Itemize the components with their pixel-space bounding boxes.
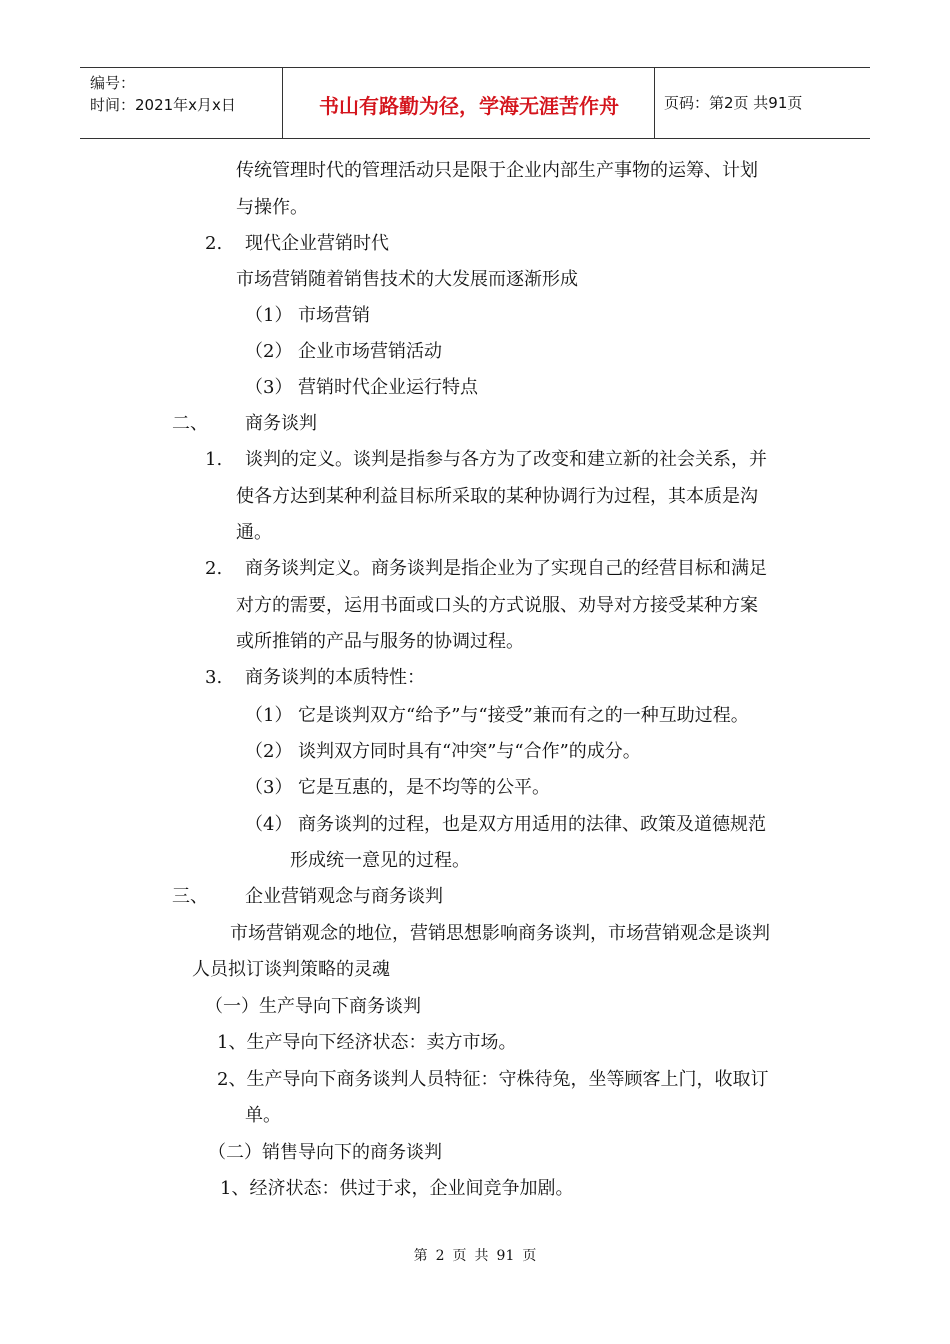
list-number: （4） xyxy=(245,814,293,835)
list-number: （1） xyxy=(245,705,293,726)
serial-label: 编号： xyxy=(90,74,136,92)
paragraph-line: 或所推销的产品与服务的协调过程。 xyxy=(236,631,524,652)
paragraph-line: 人员拟订谈判策略的灵魂 xyxy=(192,959,390,980)
section-heading: 商务谈判 xyxy=(245,413,317,434)
list-number: （1） xyxy=(245,305,293,326)
paragraph-line: 与操作。 xyxy=(236,197,308,218)
list-item-continuation: 形成统一意见的过程。 xyxy=(290,850,470,871)
paragraph-line: 通。 xyxy=(236,522,272,543)
page-header xyxy=(80,67,870,139)
paragraph-line: 单。 xyxy=(245,1105,281,1126)
list-number: （2） xyxy=(245,341,293,362)
paragraph-line: 传统管理时代的管理活动只是限于企业内部生产事物的运筹、计划 xyxy=(236,160,758,181)
list-number: （2） xyxy=(245,741,293,762)
header-divider xyxy=(282,68,283,138)
subsection-heading: （一）生产导向下商务谈判 xyxy=(205,996,421,1017)
list-number: （3） xyxy=(245,777,293,798)
paragraph-line: 市场营销观念的地位，营销思想影响商务谈判，市场营销观念是谈判 xyxy=(230,923,770,944)
header-page-label: 页码：第2页 共91页 xyxy=(664,94,803,112)
list-item: 谈判双方同时具有“冲突”与“合作”的成分。 xyxy=(298,741,641,762)
list-item: 营销时代企业运行特点 xyxy=(298,377,478,398)
time-label: 时间：2021年x月x日 xyxy=(90,96,236,114)
paragraph-line: 2、生产导向下商务谈判人员特征：守株待兔，坐等顾客上门，收取订 xyxy=(217,1069,769,1090)
footer-gong: 共 xyxy=(474,1248,489,1264)
list-item: 企业市场营销活动 xyxy=(298,341,442,362)
section-number: 三、 xyxy=(172,886,208,907)
header-divider xyxy=(654,68,655,138)
list-number: 1. xyxy=(205,449,223,470)
list-item: 它是谈判双方“给予”与“接受”兼而有之的一种互助过程。 xyxy=(298,705,749,726)
footer-ye: 页 xyxy=(522,1248,537,1264)
list-item: 它是互惠的，是不均等的公平。 xyxy=(298,777,550,798)
section-heading: 企业营销观念与商务谈判 xyxy=(245,886,443,907)
footer-total-pages: 91 xyxy=(496,1248,515,1264)
paragraph-line: 商务谈判定义。商务谈判是指企业为了实现自己的经营目标和满足 xyxy=(245,558,767,579)
paragraph-line: 1、经济状态：供过于求，企业间竞争加剧。 xyxy=(220,1178,574,1199)
paragraph-line: 对方的需要，运用书面或口头的方式说服、劝导对方接受某种方案 xyxy=(236,595,758,616)
page-footer xyxy=(0,1245,950,1265)
list-item: 商务谈判的过程，也是双方用适用的法律、政策及道德规范 xyxy=(298,814,766,835)
paragraph-line: 谈判的定义。谈判是指参与各方为了改变和建立新的社会关系，并 xyxy=(245,449,767,470)
section-number: 二、 xyxy=(172,413,208,434)
paragraph-line: 使各方达到某种利益目标所采取的某种协调行为过程，其本质是沟 xyxy=(236,486,758,507)
list-item: 市场营销 xyxy=(298,305,370,326)
list-item-heading: 现代企业营销时代 xyxy=(245,233,389,254)
paragraph-line: 1、生产导向下经济状态：卖方市场。 xyxy=(217,1032,517,1053)
list-number: 2. xyxy=(205,558,223,579)
paragraph-line: 市场营销随着销售技术的大发展而逐渐形成 xyxy=(236,269,578,290)
footer-ye: 页 xyxy=(452,1248,467,1264)
list-number: 3. xyxy=(205,667,223,688)
subsection-heading: （二）销售导向下的商务谈判 xyxy=(208,1142,442,1163)
list-number: （3） xyxy=(245,377,293,398)
footer-di: 第 xyxy=(413,1248,428,1264)
list-item-heading: 商务谈判的本质特性： xyxy=(245,667,425,688)
list-number: 2. xyxy=(205,233,223,254)
header-meta xyxy=(90,72,236,116)
footer-page-number: 2 xyxy=(435,1248,445,1264)
header-motto: 书山有路勤为径，学海无涯苦作舟 xyxy=(319,94,619,118)
